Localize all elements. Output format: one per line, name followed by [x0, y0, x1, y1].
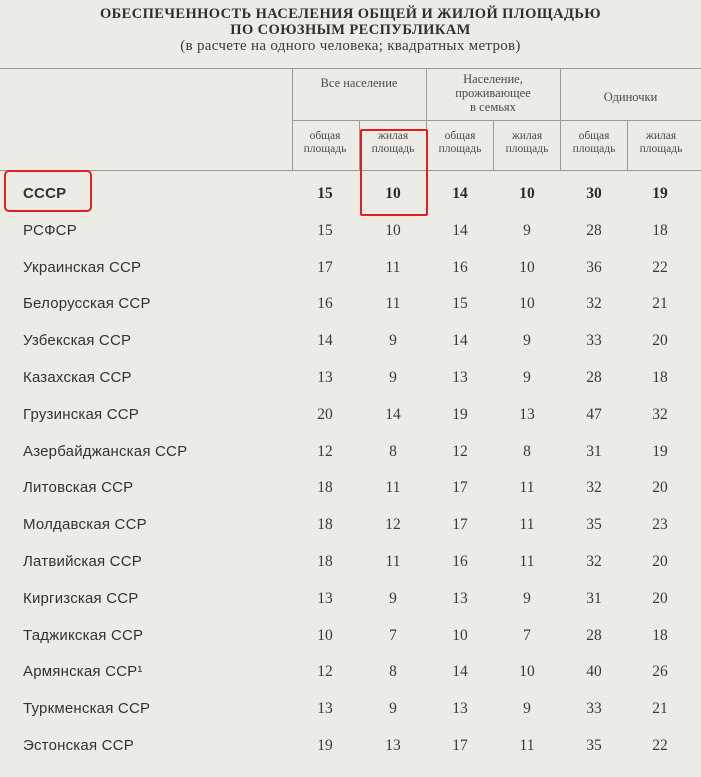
table-cell: 9: [523, 700, 531, 718]
table-cell: 9: [523, 221, 531, 239]
table-cell: 22: [652, 258, 668, 276]
table-cell: 28: [586, 626, 602, 644]
subheader-total-line2: площадь: [572, 143, 616, 155]
subheader-total-line1: общая: [309, 130, 341, 142]
table-cell: 13: [317, 700, 333, 718]
row-label: РСФСР: [23, 221, 77, 239]
header-bottom-rule: [0, 170, 701, 171]
table-cell: 30: [586, 185, 602, 202]
table-cell: 20: [652, 479, 668, 497]
table-cell: 12: [385, 516, 401, 534]
row-label: СССР: [23, 185, 67, 202]
table-cell: 13: [452, 589, 468, 607]
table-cell: 10: [519, 295, 535, 313]
table-cell: 33: [586, 332, 602, 350]
subheader-living-line2: площадь: [505, 143, 549, 155]
table-cell: 32: [586, 553, 602, 570]
table-cell: 11: [385, 479, 401, 497]
group-header-families-line1: Население,: [463, 72, 523, 86]
table-cell: 8: [389, 663, 397, 681]
row-label: Эстонская ССР: [23, 737, 134, 754]
table-cell: 13: [519, 405, 535, 423]
table-cell: 26: [652, 663, 668, 681]
table-cell: 21: [652, 700, 668, 718]
table-cell: 20: [652, 589, 668, 607]
table-cell: 19: [652, 185, 668, 202]
group-header-families: [426, 72, 560, 114]
table-cell: 28: [586, 221, 602, 239]
row-label: Белорусская ССР: [23, 295, 151, 313]
table-cell: 9: [389, 589, 397, 607]
table-cell: 11: [519, 479, 535, 497]
table-cell: 11: [385, 258, 401, 276]
table-row: [0, 177, 701, 213]
table-row: [0, 435, 701, 471]
table-row: [0, 398, 701, 434]
table-cell: 9: [389, 332, 397, 350]
table-cell: 20: [652, 553, 668, 570]
table-cell: 7: [523, 626, 531, 644]
table-row: [0, 729, 701, 765]
table-cell: 12: [317, 663, 333, 681]
table-cell: 21: [652, 295, 668, 313]
table-row: [0, 508, 701, 544]
table-row: [0, 545, 701, 581]
subheader-total-line1: общая: [578, 130, 610, 142]
table-cell: 32: [586, 295, 602, 313]
table-row: [0, 582, 701, 618]
row-label: Латвийская ССР: [23, 553, 142, 570]
subheader-total-area: [561, 130, 627, 156]
header-mid-rule: [292, 120, 701, 121]
row-label: Литовская ССР: [23, 479, 134, 497]
table-cell: 10: [452, 626, 468, 644]
table-cell: 10: [519, 663, 535, 681]
table-cell: 16: [452, 553, 468, 570]
table-cell: 23: [652, 516, 668, 534]
table-cell: 20: [317, 405, 333, 423]
table-cell: 32: [652, 405, 668, 423]
table-cell: 20: [652, 332, 668, 350]
table-cell: 18: [317, 479, 333, 497]
header-top-rule: [0, 68, 701, 69]
table-cell: 12: [452, 442, 468, 460]
table-row: [0, 324, 701, 360]
table-cell: 18: [652, 626, 668, 644]
row-label: Грузинская ССР: [23, 405, 139, 423]
table-subtitle: (в расчете на одного человека; квадратных метров): [180, 38, 521, 54]
table-cell: 31: [586, 589, 602, 607]
table-title-block: [0, 6, 701, 55]
table-row: [0, 655, 701, 691]
table-cell: 16: [317, 295, 333, 313]
table-cell: 14: [452, 221, 468, 239]
group-header-singles: Одиночки: [603, 90, 658, 104]
table-cell: 31: [586, 442, 602, 460]
row-label: Туркменская ССР: [23, 700, 151, 718]
table-cell: 8: [389, 442, 397, 460]
table-cell: 15: [317, 221, 333, 239]
table-cell: 32: [586, 479, 602, 497]
table-cell: 17: [317, 258, 333, 276]
subheader-living-area: [628, 130, 694, 156]
table-cell: 9: [523, 332, 531, 350]
table-cell: 40: [586, 663, 602, 681]
table-cell: 14: [452, 663, 468, 681]
highlight-box-ussr: [4, 170, 92, 212]
subheader-total-line2: площадь: [438, 143, 482, 155]
table-row: [0, 619, 701, 655]
table-cell: 8: [523, 442, 531, 460]
subheader-total-area: [292, 130, 358, 156]
row-label: Армянская ССР¹: [23, 663, 143, 681]
table-cell: 19: [317, 737, 333, 754]
table-row: [0, 361, 701, 397]
table-cell: 33: [586, 700, 602, 718]
table-cell: 19: [452, 405, 468, 423]
table-cell: 10: [519, 185, 535, 202]
table-cell: 19: [652, 442, 668, 460]
subheader-living-line1: жилая: [645, 130, 677, 142]
table-cell: 16: [452, 258, 468, 276]
table-title-line2: ПО СОЮЗНЫМ РЕСПУБЛИКАМ: [230, 22, 471, 38]
table-cell: 15: [452, 295, 468, 313]
subheader-living-line2: площадь: [371, 143, 415, 155]
table-cell: 22: [652, 737, 668, 754]
subheader-living-area: [494, 130, 560, 156]
table-cell: 9: [523, 589, 531, 607]
table-cell: 35: [586, 516, 602, 534]
table-cell: 11: [519, 553, 535, 570]
table-cell: 36: [586, 258, 602, 276]
row-label: Узбекская ССР: [23, 332, 132, 350]
table-cell: 17: [452, 479, 468, 497]
table-cell: 11: [385, 553, 401, 570]
table-cell: 11: [519, 516, 535, 534]
table-cell: 10: [385, 221, 401, 239]
table-row: [0, 251, 701, 287]
row-label: Азербайджанская ССР: [23, 442, 188, 460]
row-label: Киргизская ССР: [23, 589, 139, 607]
table-cell: 18: [317, 553, 333, 570]
table-row: [0, 214, 701, 250]
group-header-families-line3: в семьях: [470, 100, 516, 114]
subheader-total-line1: общая: [444, 130, 476, 142]
table-cell: 10: [317, 626, 333, 644]
table-row: [0, 287, 701, 323]
subheader-total-area: [427, 130, 493, 156]
table-row: [0, 692, 701, 728]
row-label: Казахская ССР: [23, 369, 132, 386]
table-title: ОБЕСПЕЧЕННОСТЬ НАСЕЛЕНИЯ ОБЩЕЙ И ЖИЛОЙ ПЛОЩАДЬЮ: [99, 6, 602, 22]
table-cell: 13: [452, 700, 468, 718]
table-cell: 14: [452, 332, 468, 350]
table-row: [0, 471, 701, 507]
table-cell: 18: [652, 369, 668, 386]
table-cell: 14: [452, 185, 468, 202]
table-cell: 12: [317, 442, 333, 460]
table-cell: 13: [317, 589, 333, 607]
subheader-living-line1: жилая: [511, 130, 543, 142]
table-cell: 35: [586, 737, 602, 754]
subheader-total-line2: площадь: [303, 143, 347, 155]
table-cell: 15: [317, 185, 333, 202]
subheader-living-line1: жилая: [377, 130, 409, 142]
table-cell: 9: [523, 369, 531, 386]
table-cell: 9: [389, 700, 397, 718]
table-cell: 14: [317, 332, 333, 350]
row-label: Таджикская ССР: [23, 626, 144, 644]
table-cell: 47: [586, 405, 602, 423]
table-cell: 13: [452, 369, 468, 386]
table-cell: 9: [389, 369, 397, 386]
table-cell: 28: [586, 369, 602, 386]
row-label: Молдавская ССР: [23, 516, 147, 534]
table-cell: 7: [389, 626, 397, 644]
subheader-living-line2: площадь: [639, 143, 683, 155]
table-cell: 17: [452, 516, 468, 534]
table-cell: 11: [519, 737, 535, 754]
highlight-box-living-area: [360, 129, 428, 216]
table-cell: 10: [519, 258, 535, 276]
group-header-families-line2: проживающее: [455, 86, 531, 100]
table-cell: 18: [317, 516, 333, 534]
table-cell: 17: [452, 737, 468, 754]
table-cell: 11: [385, 295, 401, 313]
table-cell: 10: [385, 185, 401, 202]
group-header-all-population: Все население: [320, 76, 398, 90]
row-label: Украинская ССР: [23, 258, 142, 276]
table-cell: 18: [652, 221, 668, 239]
table-cell: 13: [385, 737, 401, 754]
table-cell: 14: [385, 405, 401, 423]
table-cell: 13: [317, 369, 333, 386]
